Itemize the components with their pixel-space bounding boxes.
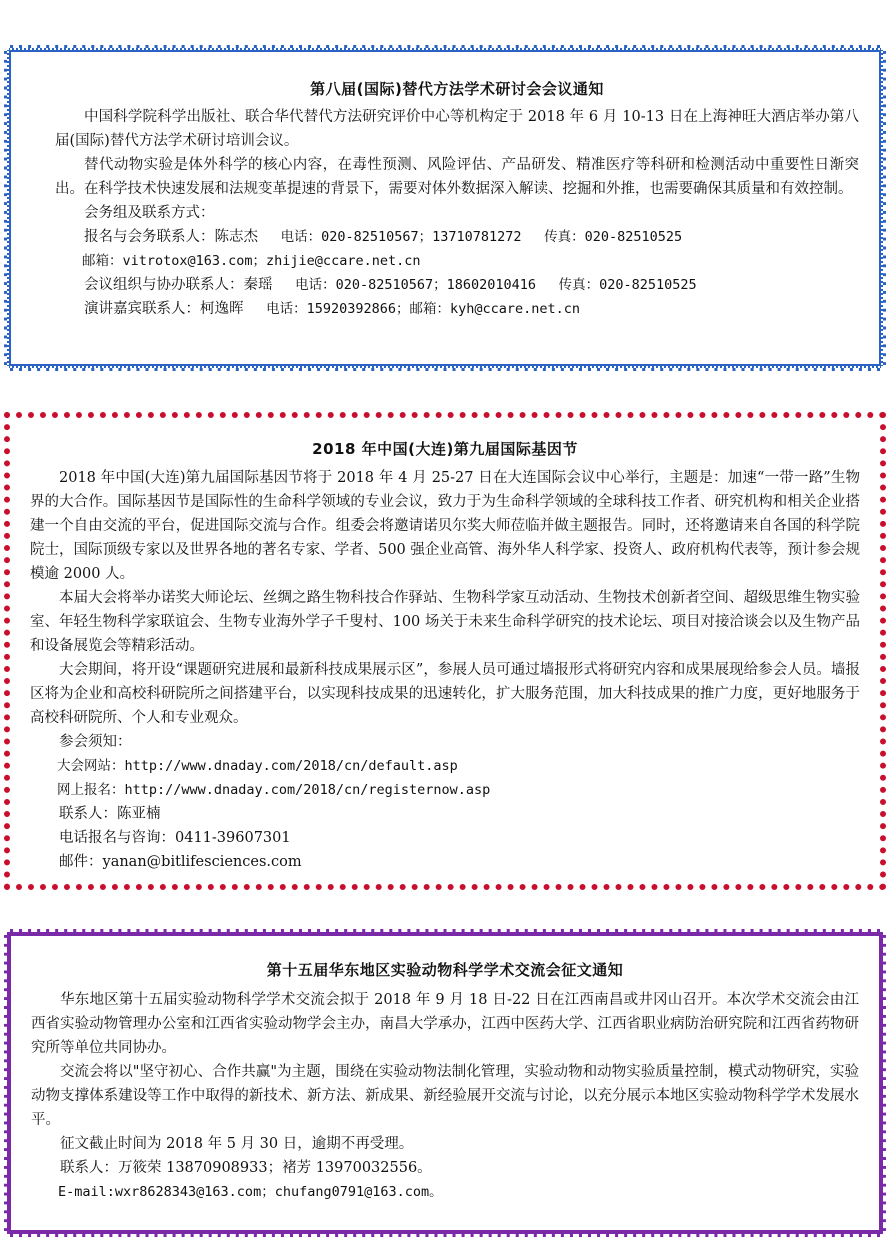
notice3-title: 第十五届华东地区实验动物科学学术交流会征文通知 xyxy=(266,961,624,979)
notice1-title: 第八届(国际)替代方法学术研讨会会议通知 xyxy=(310,80,604,98)
notice1-registration-phone: 电话：020-82510567；13710781272 xyxy=(280,229,522,245)
notice-box-gene-festival xyxy=(4,412,886,890)
notice1-speaker-name: 演讲嘉宾联系人：柯逸晖 xyxy=(84,301,244,317)
notice1-email-line: 邮箱：vitrotox@163.com；zhijie@ccare.net.cn xyxy=(82,253,421,269)
notice1-organizer-name: 会议组织与协办联系人：秦瑶 xyxy=(84,277,273,293)
notice1-organizer-fax: 传真：020-82510525 xyxy=(558,277,697,293)
notice2-website-link[interactable]: 大会网站：http://www.dnaday.com/2018/cn/default.asp xyxy=(57,758,458,774)
notice1-contact-heading: 会务组及联系方式： xyxy=(84,205,215,221)
notice2-email[interactable]: 邮件：yanan@bitlifesciences.com xyxy=(59,854,302,870)
notice2-paragraph-2: 本届大会将举办诺奖大师论坛、丝绸之路生物科技合作驿站、生物科学家互动活动、生物技术创新者空间、超级思维生物实验室、年轻生物科学家联谊会、生物专业海外学子千叟村、100 场关于未来生命科学研究的技术论坛、项目对接洽谈会以及生物产品和设备展览会等精彩活动。 xyxy=(30,590,860,654)
notice1-paragraph-1: 中国科学院科学出版社、联合华代替代方法研究评价中心等机构定于 2018 年 6 月 10-13 日在上海神旺大酒店举办第八届(国际)替代方法学术研讨培训会议。 xyxy=(55,109,859,149)
notice2-info-heading: 参会须知： xyxy=(59,734,132,750)
notice3-deadline: 征文截止时间为 2018 年 5 月 30 日，逾期不再受理。 xyxy=(60,1136,414,1152)
notice3-contacts: 联系人：万筱荣 13870908933；褚芳 13970032556。 xyxy=(60,1160,432,1176)
notice1-speaker-contact xyxy=(55,297,859,321)
notice2-registration-link[interactable]: 网上报名：http://www.dnaday.com/2018/cn/registernow.asp xyxy=(57,782,491,798)
notice1-registration-name: 报名与会务联系人：陈志杰 xyxy=(84,229,258,245)
notice2-title: 2018 年中国(大连)第九届国际基因节 xyxy=(312,440,578,458)
notice2-paragraph-1: 2018 年中国(大连)第九届国际基因节将于 2018 年 4 月 25-27 日在大连国际会议中心举行，主题是：加速“一带一路”生物界的大合作。国际基因节是国际性的生命科学领域的专业会议，致力于为生命科学领域的全球科技工作者、研究机构和相关企业搭建一个自由交流的平台，促进国际交流与合作。组委会将邀请诺贝尔奖大师莅临并做主题报告。同时，还将邀请来自各国的科学院院士，国际顶级专家以及世界各地的著名专家、学者、500 强企业高管、海外华人科学家、投资人、政府机构代表等，预计参会规模逾 2000 人。 xyxy=(30,470,860,582)
notice-box-lab-animal-science xyxy=(4,929,886,1237)
notice2-phone: 电话报名与咨询：0411-39607301 xyxy=(59,830,291,846)
notice-box-alternative-methods xyxy=(4,45,886,371)
notice1-registration-contact xyxy=(55,225,859,249)
notice1-organizer-contact xyxy=(55,273,859,297)
notice3-email[interactable]: E-mail:wxr8628343@163.com；chufang0791@163.com。 xyxy=(58,1184,443,1200)
notice1-registration-fax: 传真：020-82510525 xyxy=(544,229,683,245)
notice1-paragraph-2: 替代动物实验是体外科学的核心内容，在毒性预测、风险评估、产品研发、精准医疗等科研和检测活动中重要性日渐突出。在科学技术快速发展和法规变革提速的背景下，需要对体外数据深入解读、挖掘和外推，也需要确保其质量和有效控制。 xyxy=(55,157,859,197)
notice1-speaker-phone-email: 电话：15920392866；邮箱：kyh@ccare.net.cn xyxy=(266,301,581,317)
notice2-contact-person: 联系人：陈亚楠 xyxy=(59,806,161,822)
notice1-organizer-phone: 电话：020-82510567；18602010416 xyxy=(295,277,537,293)
notice2-paragraph-3: 大会期间，将开设“课题研究进展和最新科技成果展示区”，参展人员可通过墙报形式将研究内容和成果展现给参会人员。墙报区将为企业和高校科研院所之间搭建平台，以实现科技成果的迅速转化，扩大服务范围，加大科技成果的推广力度，更好地服务于高校科研院所、个人和专业观众。 xyxy=(30,662,860,726)
notice3-paragraph-2: 交流会将以"坚守初心、合作共赢"为主题，围绕在实验动物法制化管理，实验动物和动物实验质量控制，模式动物研究，实验动物支撑体系建设等工作中取得的新技术、新方法、新成果、新经验展开交流与讨论，以充分展示本地区实验动物科学学术发展水平。 xyxy=(31,1064,859,1128)
notice3-paragraph-1: 华东地区第十五届实验动物科学学术交流会拟于 2018 年 9 月 18 日-22 日在江西南昌或井冈山召开。本次学术交流会由江西省实验动物管理办公室和江西省实验动物学会主办，南昌大学承办，江西中医药大学、江西省职业病防治研究院和江西省药物研究所等单位共同协办。 xyxy=(31,992,859,1056)
